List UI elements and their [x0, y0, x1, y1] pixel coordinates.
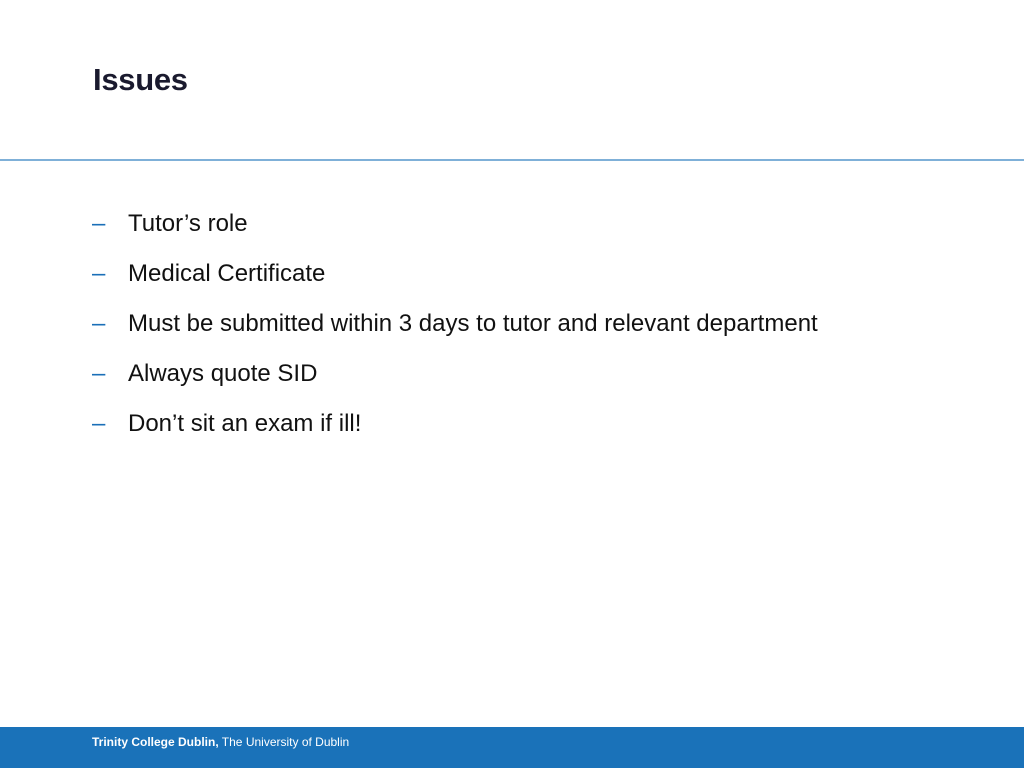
bullet-marker: –: [92, 360, 106, 387]
list-item: [92, 210, 818, 260]
title-divider: [0, 159, 1024, 161]
list-item: [92, 260, 818, 310]
bullet-text: Tutor’s role: [128, 210, 248, 237]
list-item: [92, 310, 818, 360]
bullet-marker: –: [92, 310, 106, 337]
footer-subtitle: The University of Dublin: [218, 735, 350, 749]
footer-bar: [0, 727, 1024, 768]
bullet-marker: –: [92, 410, 106, 437]
bullet-list: [92, 210, 818, 460]
bullet-text: Must be submitted within 3 days to tutor and relevant department: [128, 310, 818, 337]
bullet-text: Don’t sit an exam if ill!: [128, 410, 362, 437]
bullet-text: Medical Certificate: [128, 260, 326, 287]
list-item: [92, 410, 818, 460]
footer-text: [92, 735, 349, 749]
slide-title: Issues: [93, 62, 188, 97]
list-item: [92, 360, 818, 410]
bullet-marker: –: [92, 210, 106, 237]
bullet-marker: –: [92, 260, 106, 287]
bullet-text: Always quote SID: [128, 360, 318, 387]
footer-institution: Trinity College Dublin,: [92, 735, 219, 749]
